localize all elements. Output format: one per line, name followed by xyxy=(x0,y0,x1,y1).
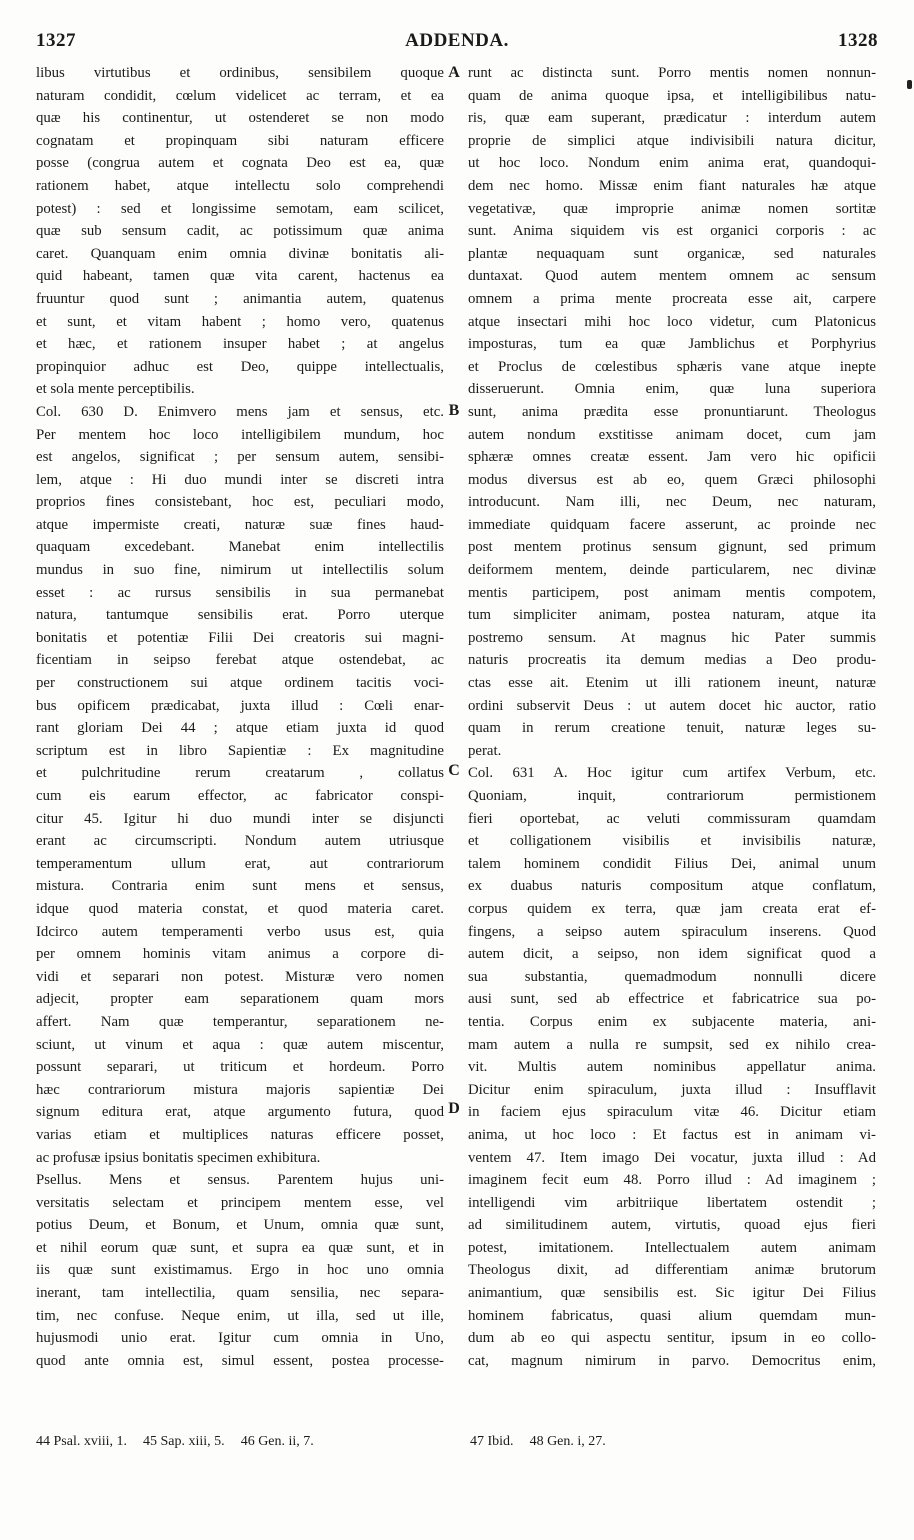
text-line: disseruerunt. Omnia enim, quæ luna superiora xyxy=(468,381,876,398)
text-line: Psellus. Mens et sensus. Parentem hujus uni- xyxy=(36,1172,444,1189)
text-line: Col. 630 D. Enimvero mens jam et sensus, etc. xyxy=(36,403,444,420)
text-line: esset : ac rursus sensibilis in sua permanebat xyxy=(36,584,444,601)
text-line: mistura. Contraria enim sunt mens et sensus, xyxy=(36,878,444,895)
text-line: et Proclus de cœlestibus sphæris vane atque inepte xyxy=(468,358,876,375)
footnotes-right xyxy=(470,1432,878,1452)
text-line: et nihil eorum quæ sunt, et supra ea quæ sunt, et in xyxy=(36,1239,444,1256)
text-line: affert. Nam quæ temperantur, separationem ne- xyxy=(36,1013,444,1030)
text-line: animantium, quæ sensibilis est. Sic igitur Dei Filius xyxy=(468,1285,876,1302)
text-line: sphæræ omnes creatæ essent. Jam vero hic opificii xyxy=(468,449,876,466)
text-line: bonitatis et potentiæ Filii Dei creatoris sui magni- xyxy=(36,629,444,646)
text-line: fruuntur quod sunt ; animantia autem, quatenus xyxy=(36,290,444,307)
text-line: et hæc, et rationem insuper habet ; at angelus xyxy=(36,336,444,353)
text-line: quæ his continentur, ut ostenderet se non modo xyxy=(36,110,444,127)
text-line: citur 45. Igitur hi duo mundi inter se disjuncti xyxy=(36,810,444,827)
text-line: proprie de simplici atque indivisibili natura dicitur, xyxy=(468,132,876,149)
text-line: naturam condidit, cœlum videlicet ac terram, et ea xyxy=(36,87,444,104)
text-line: in faciem ejus spiraculum vitæ 46. Dicitur etiam xyxy=(468,1104,876,1121)
text-line: sua substantia, quemadmodum nonnulli dicere xyxy=(468,968,876,985)
text-line: tim, nec confuse. Neque enim, ut illa, sed ut ille, xyxy=(36,1307,444,1324)
footnote: 46 Gen. ii, 7. xyxy=(240,1434,314,1449)
text-line: per omnem hominis vitam animus a corpore di- xyxy=(36,946,444,963)
text-line: post mentem protinus sensum gignunt, sed primum xyxy=(468,539,876,556)
text-line: autem nondum exstitisse animam docet, cum jam xyxy=(468,426,876,443)
footnote: 47 Ibid. xyxy=(470,1434,514,1449)
text-line: ut hoc loco. Nondum enim anima erat, quandoqui- xyxy=(468,155,876,172)
text-line: runt ac distincta sunt. Porro mentis nomen nonnun- xyxy=(468,65,876,81)
text-line: ris, quæ eam superant, prædicatur : interdum autem xyxy=(468,110,876,127)
footnote: 45 Sap. xiii, 5. xyxy=(143,1434,225,1449)
text-line: imposturas, tum ea quæ Jamblichus et Porphyrius xyxy=(468,336,876,353)
text-line: et colligationem visibilis et invisibilis naturæ, xyxy=(468,833,876,850)
text-line: sciunt, ut vinum et aqua : quæ autem miscentur, xyxy=(36,1036,444,1053)
text-line: varias etiam et multiplices naturas efficere posset, xyxy=(36,1126,444,1143)
text-line: per constructionem sui atque ordinem tacitis voci- xyxy=(36,675,444,692)
text-line: ctas esse ait. Etenim ut illi rationem ineunt, naturæ xyxy=(468,675,876,692)
text-line: quaquam excedebant. Manebat enim intellectilis xyxy=(36,539,444,556)
text-line: duntaxat. Quod autem mentem omnem ac sensum xyxy=(468,268,876,285)
text-line: ac profusæ ipsius bonitatis specimen exhibitura. xyxy=(36,1149,321,1166)
text-line: cognatam et propinquam sibi naturam efficere xyxy=(36,132,444,149)
text-line: hominem fabricatus, quasi alium quemdam mun- xyxy=(468,1307,876,1324)
page-number-left: 1327 xyxy=(36,30,76,51)
text-line: fingens, a seipso autem spiraculum inserens. Quod xyxy=(468,923,876,940)
text-line: ficentiam in seipso ferebat atque ostendebat, ac xyxy=(36,652,444,669)
text-line: mentis participem, post animam mentis compotem, xyxy=(468,584,876,601)
text-line: ventem 47. Item imago Dei vocatur, juxta illud : Ad xyxy=(468,1149,876,1166)
text-line: Per mentem hoc loco intelligibilem mundum, hoc xyxy=(36,426,444,443)
text-line: cat, magnum nimirum in parvo. Democritus enim, xyxy=(468,1352,876,1369)
margin-letter-c: C xyxy=(448,762,460,779)
text-line: deiformem mentem, deinde particularem, nec divinæ xyxy=(468,562,876,579)
text-line: posse (congrua autem et cognata Deo est ea, quæ xyxy=(36,155,444,172)
text-line: autem dicit, a seipso, non idem significat quod a xyxy=(468,946,876,963)
text-line: naturis procreatis ita demum medias a Deo produ- xyxy=(468,652,876,669)
text-line: temperamentum ullum erat, aut contrariorum xyxy=(36,855,444,872)
margin-letter-a: A xyxy=(448,64,460,81)
text-line: et sunt, et vitam habent ; homo vero, quatenus xyxy=(36,313,444,330)
text-line: adjecit, propter eam separationem quam mors xyxy=(36,991,444,1008)
text-line: inerant, tam intellectilia, quam sensilia, nec separa- xyxy=(36,1285,444,1302)
text-line: possunt separari, ut triticum et hordeum. Porro xyxy=(36,1059,444,1076)
text-line: proprios fines consistebant, hoc est, peculiari modo, xyxy=(36,494,444,511)
text-line: vit. Multis autem nominibus appellatur anima. xyxy=(468,1059,876,1076)
text-line: potius Deum, et Bonum, et Unum, omnia quæ sunt, xyxy=(36,1217,444,1234)
text-line: vidi et separari non potest. Misturæ vero nomen xyxy=(36,968,444,985)
text-line: introducunt. Nam illi, nec Deum, nec naturam, xyxy=(468,494,876,511)
text-line: quam in rerum creatione tenuit, naturæ leges su- xyxy=(468,720,876,737)
text-line: imaginem fecit eum 48. Porro illud : Ad imaginem ; xyxy=(468,1172,876,1189)
text-line: rant gloriam Dei 44 ; atque etiam juxta id quod xyxy=(36,720,444,737)
text-line: cum eis earum effector, ac fabricator conspi- xyxy=(36,788,444,804)
text-line: caret. Quanquam enim omnia divinæ bonitatis ali- xyxy=(36,245,444,262)
text-line: anima, ut hoc loco : Et factus est in animam vi- xyxy=(468,1126,876,1143)
text-line: quid habeant, tamen quæ vita carent, hactenus ea xyxy=(36,268,444,285)
text-line: hujusmodi unio erat. Igitur cum omnia in Uno, xyxy=(36,1330,444,1347)
text-line: quod ante omnia est, simul essent, postea processe- xyxy=(36,1352,444,1369)
text-line: ausi sunt, sed ab effectrice et fabricatrice sua po- xyxy=(468,991,876,1008)
text-line: atque insectari mihi hoc loco videtur, cum Platonicus xyxy=(468,313,876,330)
text-line: rationem habet, atque intellectu solo comprehendi xyxy=(36,177,444,194)
text-line: potest) : sed et longissime semotam, eam scilicet, xyxy=(36,200,444,217)
text-line: plantæ nequaquam sunt organicæ, sed naturales xyxy=(468,245,876,262)
text-line: Theologus dixit, ad differentiam animæ brutorum xyxy=(468,1262,876,1279)
text-line: tum simpliciter animam, postea naturam, atque ita xyxy=(468,607,876,624)
footnotes-left xyxy=(36,1432,456,1452)
text-line: iis quæ sunt existimamus. Ergo in hoc uno omnia xyxy=(36,1262,444,1279)
text-line: hæc contrariorum mistura majoris sapientiæ Dei xyxy=(36,1081,444,1098)
text-line: Idcirco autem temperamenti verbo usus est, quia xyxy=(36,923,444,940)
text-line: erant ac circumscripti. Nondum autem utriusque xyxy=(36,833,444,850)
text-line: mundus in suo fine, nimirum ut intellectilis solum xyxy=(36,562,444,579)
margin-speck xyxy=(907,80,912,89)
text-line: atque impermiste creati, naturæ suæ fines haud- xyxy=(36,516,444,533)
text-line: immediate quidquam facere asserunt, ac proinde nec xyxy=(468,516,876,533)
text-line: scriptum est in libro Sapientiæ : Ex magnitudine xyxy=(36,742,444,759)
page-number-right: 1328 xyxy=(838,30,878,51)
text-line: natura, tantumque sensibilis erat. Porro uterque xyxy=(36,607,444,624)
text-line: intelligendi vim arbitriique libertatem ostendit ; xyxy=(468,1194,876,1211)
text-line: propinquior adhuc est Deo, quippe intellectualis, xyxy=(36,358,444,375)
text-line: perat. xyxy=(468,742,502,759)
text-line: libus virtutibus et ordinibus, sensibilem quoque xyxy=(36,65,444,81)
margin-letter-b: B xyxy=(448,402,460,419)
right-column xyxy=(468,62,876,1372)
text-line: mam autem a nulla re sumpsit, sed ex nihilo crea- xyxy=(468,1036,876,1053)
page-header xyxy=(36,30,878,60)
text-line: fieri oportebat, ac veluti commissuram quamdam xyxy=(468,810,876,827)
text-line: idque quod materia constat, et quod materia caret. xyxy=(36,900,444,917)
text-line: et sola mente perceptibilis. xyxy=(36,381,195,398)
text-line: bus opificem prædicabat, juxta illud : Cœli enar- xyxy=(36,697,444,714)
text-line: vegetativæ, quæ improprie animæ nomen sortitæ xyxy=(468,200,876,217)
text-line: corpus quidem ex terra, quæ jam creata erat ef- xyxy=(468,900,876,917)
text-line: quam de anima quoque ipsa, et intelligibilibus natu- xyxy=(468,87,876,104)
text-line: dum ab eo qui aspectu sentitur, ipsum in eo collo- xyxy=(468,1330,876,1347)
text-line: talem hominem condidit Filius Dei, animal unum xyxy=(468,855,876,872)
text-line: ex duabus naturis compositum atque conflatum, xyxy=(468,878,876,895)
footnote: 44 Psal. xviii, 1. xyxy=(36,1434,128,1449)
text-line: lem, atque : Hi duo mundi inter se discreti intra xyxy=(36,471,444,488)
running-title: ADDENDA. xyxy=(405,30,509,51)
footnote: 48 Gen. i, 27. xyxy=(529,1434,606,1449)
text-line: tentia. Corpus enim ex subjacente materia, ani- xyxy=(468,1013,876,1030)
text-line: ad similitudinem autem, virtutis, quoad ejus fieri xyxy=(468,1217,876,1234)
text-line: et pulchritudine rerum creatarum , collatus xyxy=(36,765,444,782)
left-column xyxy=(36,62,444,1372)
text-line: Col. 631 A. Hoc igitur cum artifex Verbum, etc. xyxy=(468,765,876,782)
text-line: ordini subservit Deus : ut autem docet hic auctor, ratio xyxy=(468,697,876,714)
text-line: Quoniam, inquit, contrariorum permistionem xyxy=(468,788,876,804)
text-line: sunt. Anima siquidem vis est organici corporis : ac xyxy=(468,223,876,240)
text-line: potest, imitationem. Intellectualem autem animam xyxy=(468,1239,876,1256)
text-line: quæ sub sensum cadit, ac potissimum quæ anima xyxy=(36,223,444,240)
text-line: postremo sensum. At magnus hic Pater summis xyxy=(468,629,876,646)
text-line: dem nec homo. Missæ enim fiant naturales hæ atque xyxy=(468,177,876,194)
text-line: omnem a prima mente procreata esse ait, carpere xyxy=(468,290,876,307)
margin-letter-d: D xyxy=(448,1100,460,1117)
text-line: signum editura erat, atque argumento futura, quod xyxy=(36,1104,444,1121)
text-line: est angelos, significat ; per sensum autem, sensibi- xyxy=(36,449,444,466)
text-line: sunt, anima prædita esse pronuntiarunt. Theologus xyxy=(468,403,876,420)
text-line: versitatis selectam et principem mentem esse, vel xyxy=(36,1194,444,1211)
text-line: Dicitur enim spiraculum, juxta illud : Insufflavit xyxy=(468,1081,876,1098)
text-line: modus diversus est ab eo, quem Græci philosophi xyxy=(468,471,876,488)
